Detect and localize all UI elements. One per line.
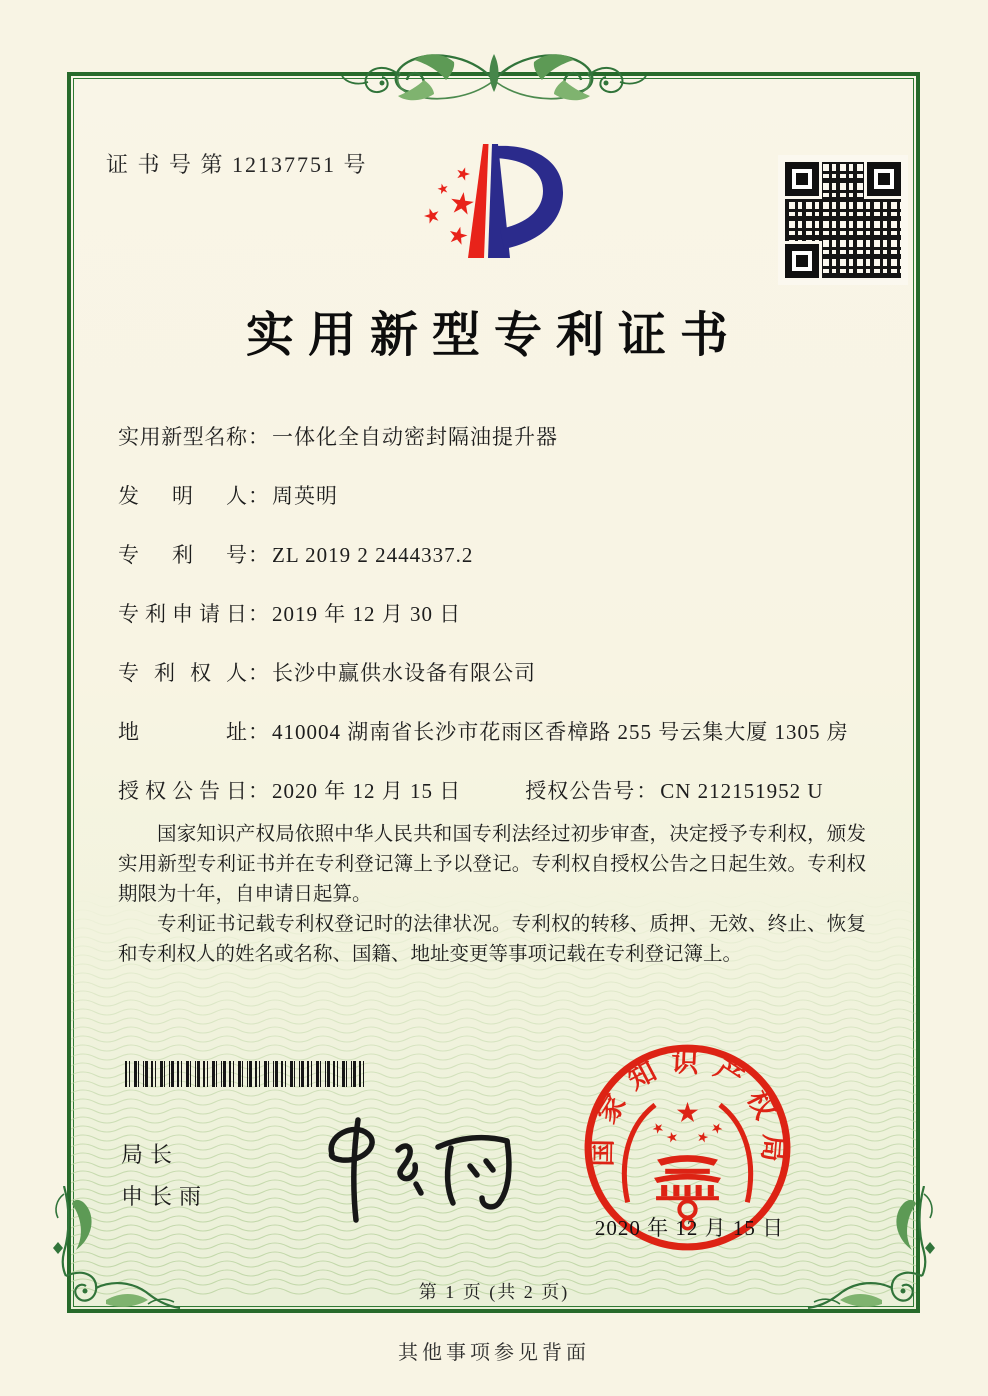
field-value: 2020 年 12 月 15 日 bbox=[272, 779, 462, 803]
field-value: 410004 湖南省长沙市花雨区香樟路 255 号云集大厦 1305 房 bbox=[272, 720, 849, 744]
field-colon: ： bbox=[248, 661, 269, 685]
field-colon: ： bbox=[248, 602, 269, 626]
field-label: 专利权人 bbox=[118, 661, 247, 685]
qr-finder-top-right bbox=[867, 162, 901, 196]
field-label: 地址 bbox=[118, 720, 247, 744]
certificate-number: 证 书 号 第 12137751 号 bbox=[106, 152, 368, 177]
field-value: 2019 年 12 月 30 日 bbox=[272, 602, 462, 626]
field-colon: ： bbox=[636, 779, 658, 803]
bottom-right-flourish-ornament bbox=[806, 1186, 938, 1328]
field-value: 周英明 bbox=[272, 484, 338, 508]
field-row-patentee bbox=[118, 657, 898, 716]
field-colon: ： bbox=[248, 720, 269, 744]
page-number: 第 1 页 (共 2 页) bbox=[418, 1282, 570, 1302]
field-label: 授权公告号 bbox=[525, 779, 636, 803]
field-value: CN 212151952 U bbox=[660, 779, 824, 803]
field-label: 授权公告日 bbox=[118, 779, 247, 803]
field-label: 发明人 bbox=[118, 484, 247, 508]
back-note: 其他事项参见背面 bbox=[398, 1342, 590, 1364]
cnipa-patent-logo-icon bbox=[413, 136, 628, 286]
seal-text: 国家知识产权局 bbox=[587, 1046, 789, 1177]
field-label: 实用新型名称 bbox=[118, 425, 247, 449]
national-emblem-icon bbox=[624, 1102, 750, 1229]
field-value: ZL 2019 2 2444337.2 bbox=[272, 543, 474, 567]
field-label: 专利申请日 bbox=[118, 602, 247, 626]
legal-paragraph-1: 国家知识产权局依照中华人民共和国专利法经过初步审查，决定授予专利权，颁发实用新型专利证书并在专利登记簿上予以登记。专利权自授权公告之日起生效。专利权期限为十年，自申请日起算。 bbox=[118, 824, 866, 905]
field-colon: ： bbox=[248, 484, 269, 508]
qr-finder-top-left bbox=[785, 162, 819, 196]
field-value: 长沙中赢供水设备有限公司 bbox=[272, 661, 536, 685]
qr-finder-bottom-left bbox=[785, 244, 819, 278]
field-label: 专利号 bbox=[118, 543, 247, 567]
fields-section bbox=[118, 421, 898, 834]
qr-code bbox=[778, 155, 908, 285]
field-pair-grant-number bbox=[525, 779, 823, 803]
top-flourish-ornament bbox=[334, 46, 654, 110]
field-row-inventor bbox=[118, 480, 898, 539]
barcode bbox=[125, 1061, 368, 1087]
director-signature-icon bbox=[270, 1114, 525, 1224]
seal-date: 2020 年 12 月 15 日 bbox=[594, 1216, 785, 1240]
director-name: 申长雨 bbox=[121, 1184, 209, 1209]
legal-paragraph-2: 专利证书记载专利权登记时的法律状况。专利权的转移、质押、无效、终止、恢复和专利权人的姓名或名称、国籍、地址变更等事项记载在专利登记簿上。 bbox=[118, 914, 866, 965]
legal-paragraphs bbox=[118, 820, 866, 970]
director-title: 局长 bbox=[121, 1142, 180, 1167]
field-row-filing-date bbox=[118, 598, 898, 657]
field-colon: ： bbox=[248, 543, 269, 567]
field-colon: ： bbox=[248, 779, 269, 803]
field-colon: ： bbox=[248, 425, 269, 449]
field-row-address bbox=[118, 716, 898, 775]
field-row-name bbox=[118, 421, 898, 480]
certificate-title: 实用新型专利证书 bbox=[245, 309, 742, 362]
field-row-patent-number bbox=[118, 539, 898, 598]
field-value: 一体化全自动密封隔油提升器 bbox=[272, 425, 558, 449]
